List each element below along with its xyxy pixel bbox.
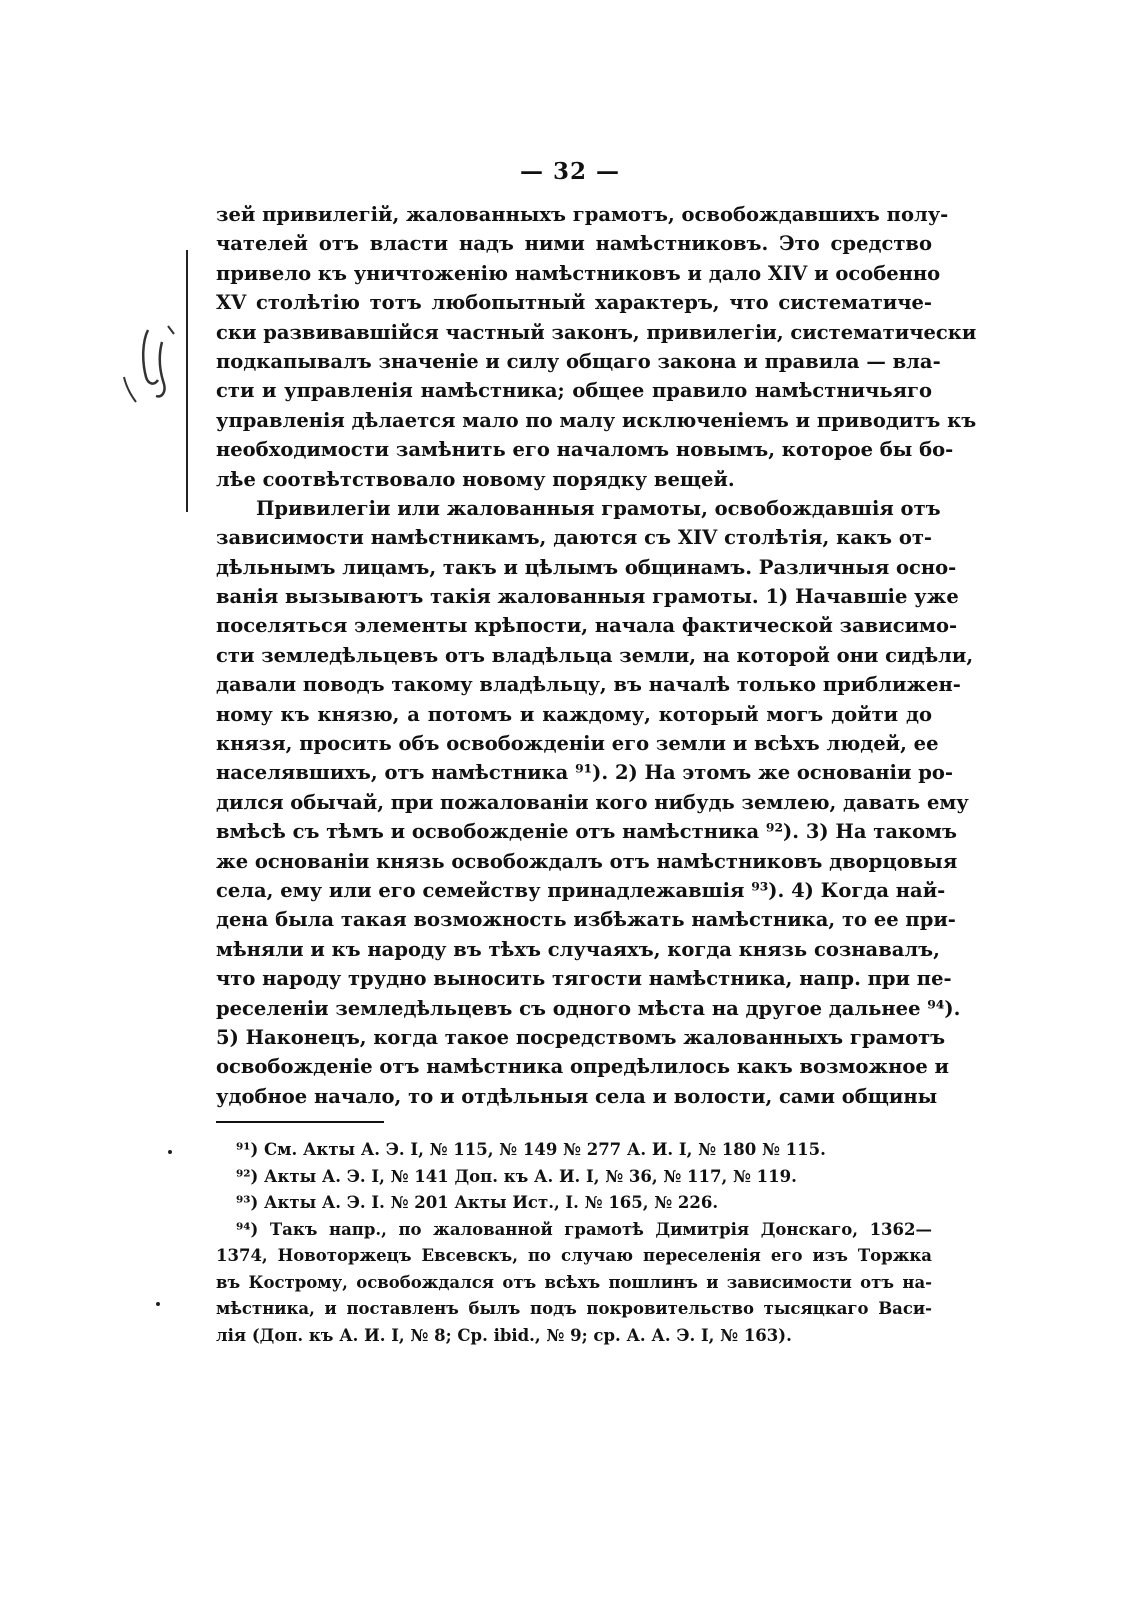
text-line: вмѣсѣ съ тѣмъ и освобожденіе отъ намѣстника ⁹²). 3) На такомъ <box>216 820 957 844</box>
margin-dot <box>156 1302 160 1306</box>
text-line: же основаніи князь освобождалъ отъ намѣстниковъ дворцовыя <box>216 849 958 873</box>
footnote-94-line: въ Кострому, освобождался отъ всѣхъ пошлинъ и зависимости отъ на- <box>216 1272 932 1292</box>
text-line: ному къ князю, а потомъ и каждому, который могъ дойти до <box>216 702 932 726</box>
text-line: зависимости намѣстникамъ, даются съ XIV столѣтія, какъ от- <box>216 526 932 550</box>
footnote-94-line: мѣстника, и поставленъ былъ подъ покровительство тысяцкаго Васи- <box>216 1299 932 1318</box>
main-text <box>216 200 977 1111</box>
text-line: мѣняли и къ народу въ тѣхъ случаяхъ, когда князь сознавалъ, <box>216 937 940 961</box>
text-line: что народу трудно выносить тягости намѣстника, напр. при пе- <box>216 967 952 991</box>
text-line: поселяться элементы крѣпости, начала фактической зависимо- <box>216 614 958 638</box>
margin-dot <box>168 1150 172 1154</box>
footnote-94-line: 1374, Новоторжецъ Евсевскъ, по случаю переселенія его изъ Торжка <box>216 1246 932 1265</box>
footnote-separator <box>216 1121 384 1123</box>
footnotes <box>216 1137 932 1349</box>
footnote-94: ⁹⁴) Такъ напр., по жалованной грамотѣ Димитрія Донскаго, 1362— <box>236 1219 932 1239</box>
text-line: ванія вызываютъ такія жалованныя грамоты. 1) Начавшіе уже <box>216 585 959 609</box>
text-line: подкапывалъ значеніе и силу общаго закона и правила — вла- <box>216 349 941 373</box>
text-line: ски развивавшійся частный законъ, привилегіи, систематически <box>216 320 977 344</box>
text-line: зей привилегій, жалованныхъ грамотъ, освобождавшихъ полу- <box>216 203 949 226</box>
margin-pencil-line <box>186 250 188 512</box>
text-line: дѣльнымъ лицамъ, такъ и цѣлымъ общинамъ. Различныя осно- <box>216 555 957 579</box>
text-line: лѣе соотвѣтствовало новому порядку вещей. <box>216 467 735 491</box>
text-line: дился обычай, при пожалованіи кого нибудь землею, давать ему <box>216 790 969 814</box>
text-line: населявшихъ, отъ намѣстника ⁹¹). 2) На этомъ же основаніи ро- <box>216 761 953 785</box>
footnote-91: ⁹¹) См. Акты А. Э. I, № 115, № 149 № 277 А. И. I, № 180 № 115. <box>236 1140 826 1159</box>
text-line: Привилегіи или жалованныя грамоты, освобождавшія отъ <box>256 496 941 520</box>
text-line: удобное начало, то и отдѣльныя села и волости, сами общины <box>216 1084 938 1108</box>
text-line: привело къ уничтоженію намѣстниковъ и дало XIV и особенно <box>216 261 941 285</box>
text-line: князя, просить объ освобожденіи его земли и всѣхъ людей, ее <box>216 732 939 756</box>
margin-handwritten-mark <box>118 322 180 412</box>
text-line: освобожденіе отъ намѣстника опредѣлилось какъ возможное и <box>216 1055 950 1079</box>
text-line: дена была такая возможность избѣжать намѣстника, то ее при- <box>216 908 956 932</box>
text-line: давали поводъ такому владѣльцу, въ началѣ только приближен- <box>216 673 961 697</box>
text-line: села, ему или его семейству принадлежавшія ⁹³). 4) Когда най- <box>216 878 946 902</box>
text-line: необходимости замѣнить его началомъ новымъ, которое бы бо- <box>216 438 954 462</box>
footnote-94-line: лія (Доп. къ А. И. I, № 8; Ср. ibid., № 9; ср. А. А. Э. I, № 163). <box>216 1325 792 1345</box>
text-line: сти и управленія намѣстника; общее правило намѣстничьяго <box>216 379 932 403</box>
text-line: чателей отъ власти надъ ними намѣстниковъ. Это средство <box>216 232 932 256</box>
text-line: реселеніи земледѣльцевъ съ одного мѣста на другое дальнее ⁹⁴). <box>216 996 961 1020</box>
text-line: 5) Наконецъ, когда такое посредствомъ жалованныхъ грамотъ <box>216 1025 946 1049</box>
footnote-93: ⁹³) Акты А. Э. I. № 201 Акты Ист., I. № 165, № 226. <box>236 1193 719 1212</box>
text-line: сти земледѣльцевъ отъ владѣльца земли, на которой они сидѣли, <box>216 643 974 667</box>
footnote-92: ⁹²) Акты А. Э. I, № 141 Доп. къ А. И. I, № 36, № 117, № 119. <box>236 1166 797 1186</box>
page-number: — 32 — <box>519 158 621 185</box>
text-line: управленія дѣлается мало по малу исключеніемъ и приводитъ къ <box>216 408 977 432</box>
text-line: XV столѣтію тотъ любопытный характеръ, что систематиче- <box>216 291 932 315</box>
